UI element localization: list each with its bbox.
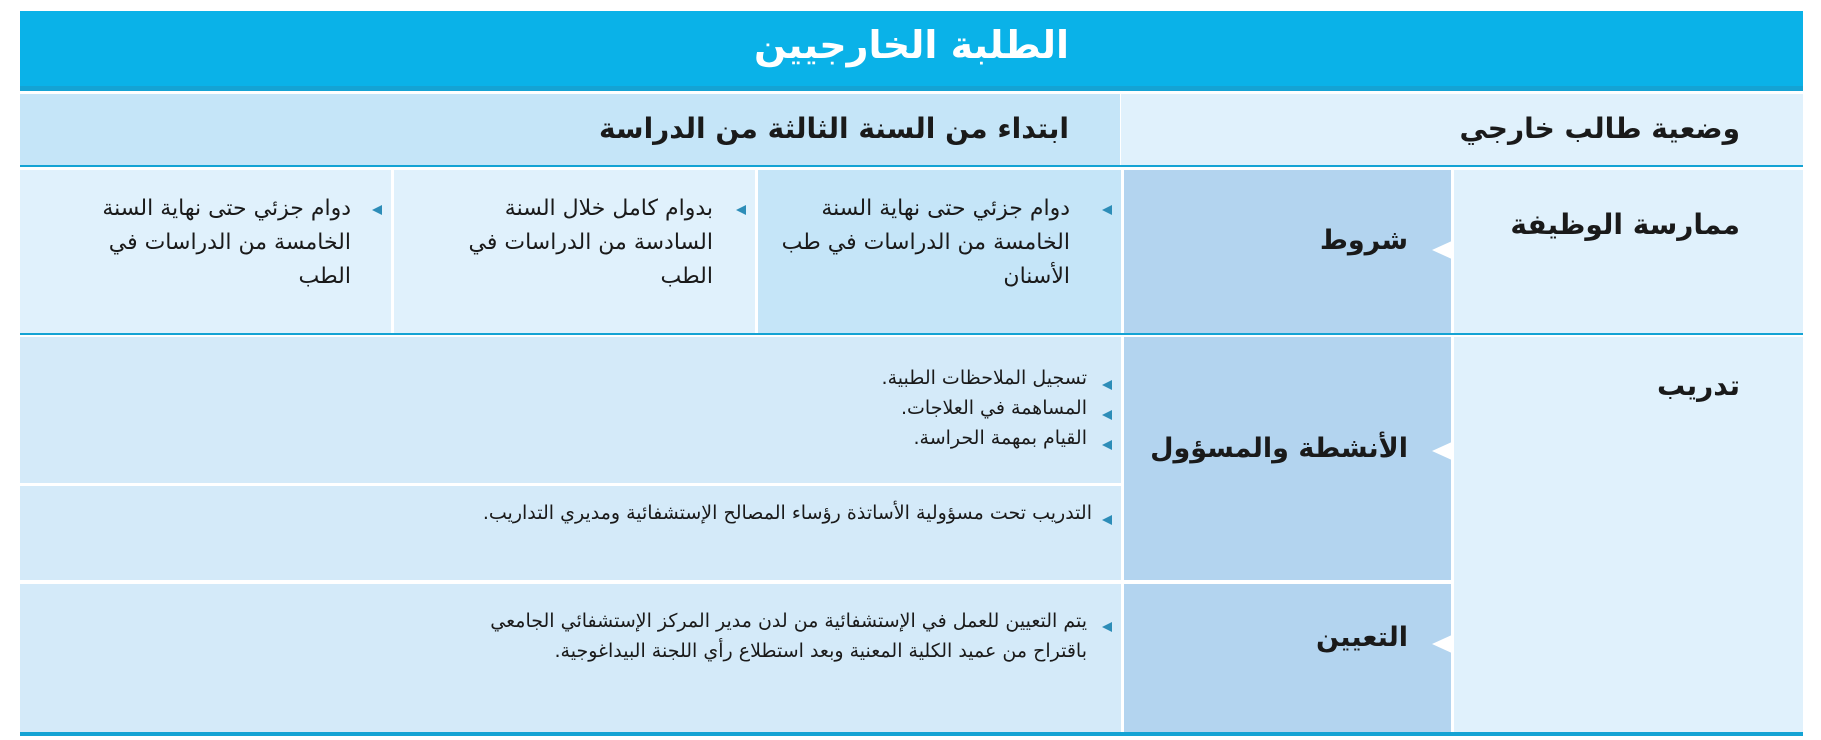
responsible-text: التدريب تحت مسؤولية الأساتذة رؤساء المصالح الإستشفائية ومديري التداريب. (482, 502, 1092, 524)
bullet-icon (372, 205, 382, 215)
bullet-icon (736, 205, 746, 215)
status-value: ابتداء من السنة الثالثة من الدراسة (599, 112, 1069, 145)
appointment-label-cell (1124, 584, 1451, 732)
appointment-line-1: يتم التعيين للعمل في الإستشفائية من لدن مدير المركز الإستشفائي الجامعي (490, 610, 1087, 632)
appointment-arrow-icon (1432, 634, 1454, 654)
condition-cell-2 (394, 170, 755, 333)
condition-text-2: بدوام كامل خلال السنة السادسة من الدراسات في الطب (468, 196, 713, 289)
bottom-rule (20, 732, 1803, 736)
conditions-arrow-icon (1432, 240, 1454, 260)
activity-item-2: المساهمة في العلاجات. (900, 397, 1087, 419)
condition-text-3: دوام جزئي حتى نهاية السنة الخامسة من الدراسات في الطب (102, 196, 351, 289)
condition-cell-3 (20, 170, 391, 333)
page-title: الطلبة الخارجيين (753, 23, 1070, 67)
activity-item-3: القيام بمهمة الحراسة. (913, 427, 1087, 449)
title-bar (20, 11, 1803, 86)
activities-label: الأنشطة والمسؤول (1150, 433, 1408, 464)
conditions-label-cell (1124, 170, 1451, 333)
responsible-cell (20, 486, 1121, 580)
appointment-line-2: باقتراح من عميد الكلية المعنية وبعد استطلاع رأي اللجنة البيداغوجية. (554, 640, 1087, 662)
function-rule (20, 333, 1803, 335)
conditions-label: شروط (1319, 225, 1408, 256)
activities-arrow-icon (1432, 441, 1454, 461)
activity-item-1: تسجيل الملاحظات الطبية. (881, 367, 1087, 389)
bullet-icon (1102, 440, 1112, 450)
appointment-text-cell (20, 584, 1121, 732)
title-rule (20, 86, 1803, 91)
condition-cell-1 (758, 170, 1121, 333)
status-rule (20, 165, 1803, 167)
bullet-icon (1102, 410, 1112, 420)
status-label-cell (1121, 94, 1803, 166)
status-value-cell (20, 94, 1120, 166)
function-label-cell (1454, 170, 1803, 333)
activities-list-cell (20, 337, 1121, 483)
bullet-icon (1102, 380, 1112, 390)
bullet-icon (1102, 515, 1112, 525)
bullet-icon (1102, 622, 1112, 632)
condition-text-1: دوام جزئي حتى نهاية السنة الخامسة من الدراسات في طب الأسنان (781, 196, 1070, 289)
function-label: ممارسة الوظيفة (1510, 208, 1740, 241)
training-label-cell (1454, 337, 1803, 732)
status-label: وضعية طالب خارجي (1459, 112, 1740, 145)
appointment-label: التعيين (1316, 622, 1408, 653)
activities-label-cell (1124, 337, 1451, 580)
bullet-icon (1102, 205, 1112, 215)
training-label: تدريب (1657, 369, 1740, 402)
